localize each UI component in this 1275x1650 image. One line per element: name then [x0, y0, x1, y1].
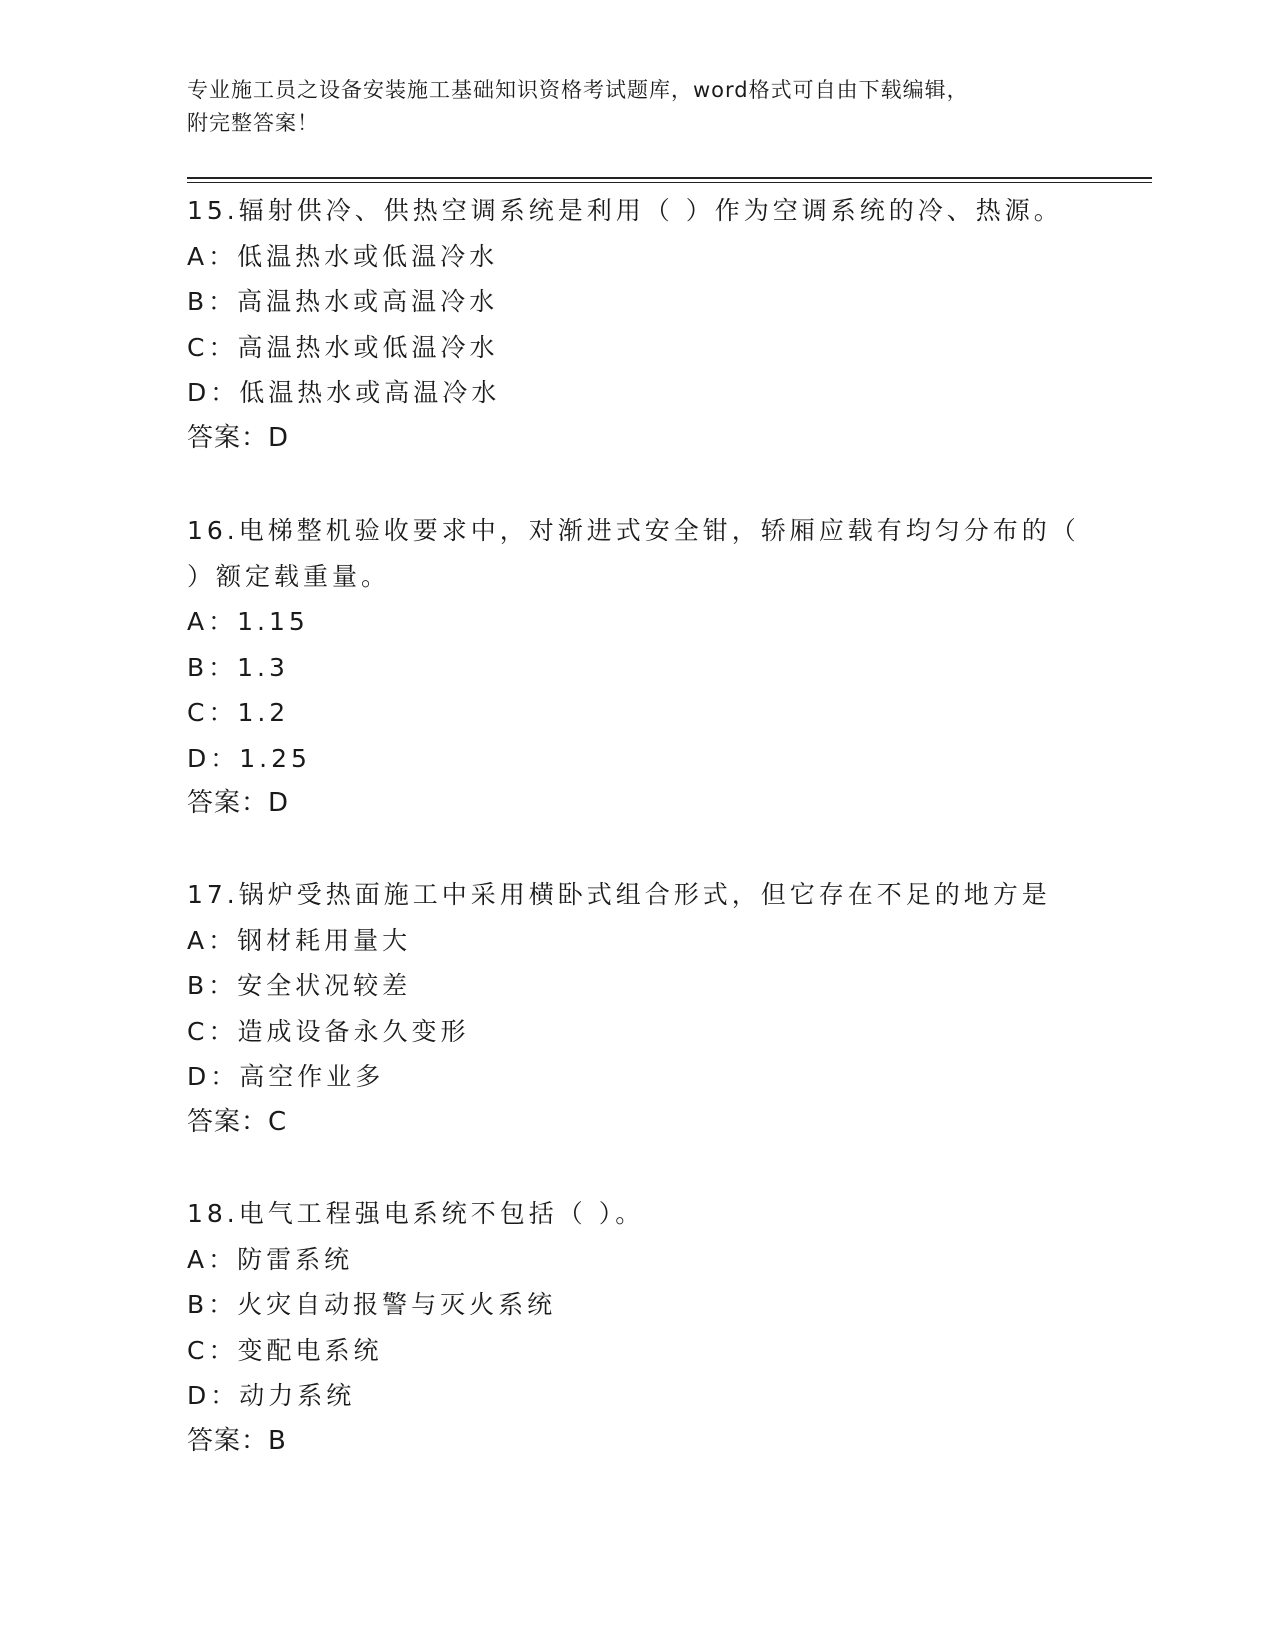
option-c: C：1.2: [187, 698, 290, 727]
option-b: B：高温热水或高温冷水: [187, 287, 499, 316]
option-b: B：1.3: [187, 652, 289, 682]
answer-label: 答案：D: [187, 788, 290, 818]
answer-label: 答案：D: [187, 422, 290, 453]
option-c: C：变配电系统: [187, 1335, 383, 1365]
question-17: [187, 872, 1087, 1145]
option-a: A：钢材耗用量大: [187, 925, 412, 955]
option-a: A：1.15: [187, 607, 309, 636]
option-d: D：1.25: [187, 743, 311, 773]
question-stem: 16.电梯整机验收要求中，对渐进式安全钳，轿厢应载有均匀分布的（: [187, 516, 1080, 545]
question-stem: 18.电气工程强电系统不包括（ ）。: [187, 1199, 645, 1228]
option-b: B：安全状况较差: [187, 971, 412, 1000]
option-c: C：高温热水或低温冷水: [187, 332, 499, 362]
question-stem: 17.锅炉受热面施工中采用横卧式组合形式，但它存在不足的地方是: [187, 880, 1051, 909]
question-stem-continued: ）额定载重量。: [187, 561, 391, 591]
option-d: D：低温热水或高温冷水: [187, 378, 501, 407]
option-b: B：火灾自动报警与灭火系统: [187, 1290, 557, 1319]
answer-label: 答案：B: [187, 1425, 287, 1456]
answer-label: 答案：C: [187, 1106, 288, 1137]
question-18: [187, 1191, 1087, 1464]
question-16: [187, 508, 1087, 827]
header-divider-thick: [187, 177, 1152, 179]
option-a: A：低温热水或低温冷水: [187, 241, 499, 271]
option-d: D：动力系统: [187, 1381, 356, 1410]
header-divider-thin: [187, 182, 1152, 183]
question-15: [187, 188, 1087, 461]
header-line-1: 专业施工员之设备安装施工基础知识资格考试题库，word格式可自由下载编辑，: [187, 78, 969, 102]
header-line-2: 附完整答案！: [187, 111, 319, 135]
option-c: C：造成设备永久变形: [187, 1016, 470, 1046]
option-a: A：防雷系统: [187, 1244, 354, 1274]
document-header: [187, 74, 1067, 140]
option-d: D：高空作业多: [187, 1062, 385, 1091]
question-stem: 15.辐射供冷、供热空调系统是利用（ ）作为空调系统的冷、热源。: [187, 196, 1063, 225]
